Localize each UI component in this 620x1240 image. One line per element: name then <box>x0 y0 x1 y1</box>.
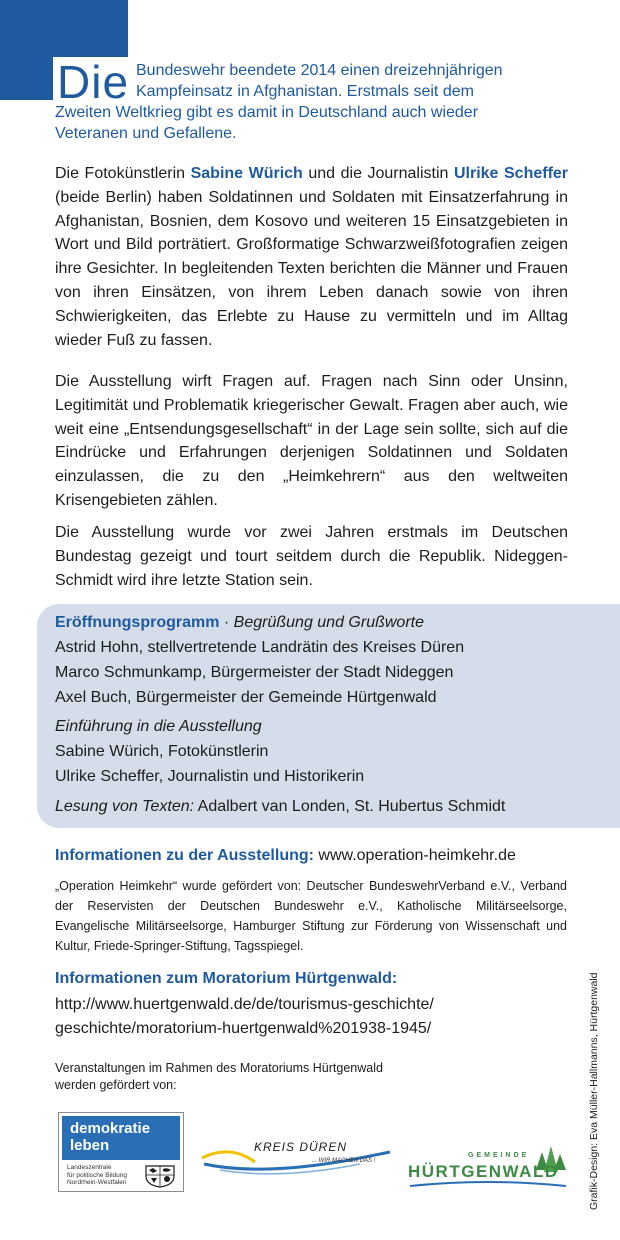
gemeinde-label: GEMEINDE <box>468 1152 530 1159</box>
exhibition-info-line <box>55 845 516 867</box>
landeszentrale-line-3: Nordrhein-Westfalen <box>67 1179 127 1186</box>
nrw-crest-icon <box>143 1164 177 1188</box>
program-reading <box>55 796 505 818</box>
moratorium-url-line-1[interactable]: http://www.huertgenwald.de/de/tourismus-geschichte/ <box>55 996 434 1013</box>
demokratie-word: demokratie <box>70 1120 151 1137</box>
program-heading: Eröffnungsprogramm <box>55 614 220 631</box>
reading-text: Adalbert van Londen, St. Hubertus Schmidt <box>194 798 506 815</box>
sponsors-note-line-1: Veranstaltungen im Rahmen des Moratoriums Hürtgenwald <box>55 1061 383 1075</box>
program-separator: · <box>219 614 234 631</box>
drop-word-text: Die <box>57 56 130 108</box>
moratorium-info-colon: : <box>391 970 398 987</box>
artist-name: Sabine Würich <box>190 165 303 182</box>
program-speaker-3: Axel Buch, Bürgermeister der Gemeinde Hürtgenwald <box>55 689 437 706</box>
kreis-dueren-slogan: ... WIR MACHEN DAS ! <box>312 1158 376 1164</box>
design-credit: Grafik-Design: Eva Müller-Hallmanns, Hürtgenwald <box>588 972 600 1210</box>
moratorium-url-line-2[interactable]: geschichte/moratorium-huertgenwald%201938-1945/ <box>55 1020 432 1037</box>
paragraph-tour: Die Ausstellung wurde vor zwei Jahren erstmals im Deutschen Bundestag gezeigt und tourt seitdem durch die Republik. Nideggen-Schmidt wird ihre letzte Station sein. <box>55 524 568 589</box>
paragraph-questions: Die Ausstellung wirft Fragen auf. Fragen nach Sinn oder Unsinn, Legitimität und Problematik kriegerischer Gewalt. Fragen aber auch, wie weit eine „Entsendungsgesellschaft“ in der Lage sein sollte, sich auf die Eindrücke und Erfahrungen derjenigen Soldatinnen und Soldaten einzulassen, die zu den „Heimkehrern“ aus den weltweiten Krisengebieten zählen. <box>55 373 568 509</box>
moratorium-info-line <box>55 968 397 990</box>
journalist-name: Ulrike Scheffer <box>453 165 569 182</box>
landeszentrale-line-1: Landeszentrale <box>67 1164 112 1171</box>
paragraph-text: und die Journalistin <box>302 165 454 182</box>
huertgenwald-wordmark: HÜRTGENWALD <box>408 1162 559 1181</box>
kreis-dueren-name: KREIS DÜREN <box>254 1140 348 1154</box>
intro-line-2: Kampfeinsatz in Afghanistan. Erstmals seit dem <box>136 83 474 100</box>
program-greeting-label: Begrüßung und Grußworte <box>233 614 424 631</box>
program-speaker-2: Marco Schmunkamp, Bürgermeister der Stadt Nideggen <box>55 664 454 681</box>
exhibition-info-colon: : <box>308 847 319 864</box>
program-heading-line <box>55 612 424 634</box>
funding-text: „Operation Heimkehr“ wurde gefördert von: Deutscher BundeswehrVerband e.V., Verband der Reservisten der Deutschen Bundeswehr e.V., Katholische Militärseelsorge, Evangelische Militärseelsorge, Hamburger Stiftung zur Förderung von Wissenschaft und Kultur, Friede-Springer-Stiftung, Tagsspiegel. <box>55 879 567 953</box>
sponsors-note-line-2: werden gefördert von: <box>55 1078 177 1092</box>
intro-line-4: Veteranen und Gefallene. <box>55 125 237 142</box>
demokratie-leben-wordmark <box>62 1116 180 1160</box>
program-intro-1: Sabine Würich, Fotokünstlerin <box>55 743 269 760</box>
exhibition-info-label: Informationen zu der Ausstellung <box>55 847 309 864</box>
demokratie-leben-logo <box>58 1112 184 1192</box>
landeszentrale-line-2: für politische Bildung <box>67 1171 127 1179</box>
exhibition-url-link[interactable]: www.operation-heimkehr.de <box>318 847 516 864</box>
program-speaker-1: Astrid Hohn, stellvertretende Landrätin des Kreises Düren <box>55 639 465 656</box>
program-intro-2: Ulrike Scheffer, Journalistin und Historikerin <box>55 768 365 785</box>
landeszentrale-caption <box>67 1164 127 1187</box>
huertgenwald-logo <box>408 1140 568 1192</box>
paragraph-text: Die Fotokünstlerin <box>55 165 191 182</box>
paragraph-artists <box>55 162 568 352</box>
leben-word: leben <box>70 1137 110 1154</box>
program-intro-label: Einführung in die Ausstellung <box>55 718 262 735</box>
reading-label: Lesung von Texten: <box>55 798 195 815</box>
intro-line-1: Bundeswehr beendete 2014 einen dreizehnjährigen <box>136 62 503 79</box>
kreis-dueren-logo <box>200 1140 400 1190</box>
drop-word <box>53 57 133 107</box>
paragraph-text: (beide Berlin) haben Soldatinnen und Soldaten mit Einsatzerfahrung in Afghanistan, Bosnien, dem Kosovo und weiteren 15 Einsatzgebieten in Wort und Bild porträtiert. Großformatige Schwarzweißfotografien zeigen ihre Gesichter. In begleitenden Texten berichten die Männer und Frauen von ihren Einsätzen, von ihrem Leben danach sowie von ihren Schwierigkeiten, das Erlebte zu Hause zu vermitteln und im Alltag wieder Fuß zu fassen. <box>55 188 568 349</box>
moratorium-info-label: Informationen zum Moratorium Hürtgenwald <box>55 970 392 987</box>
intro-line-3: Zweiten Weltkrieg gibt es damit in Deutschland auch wieder <box>55 104 479 121</box>
